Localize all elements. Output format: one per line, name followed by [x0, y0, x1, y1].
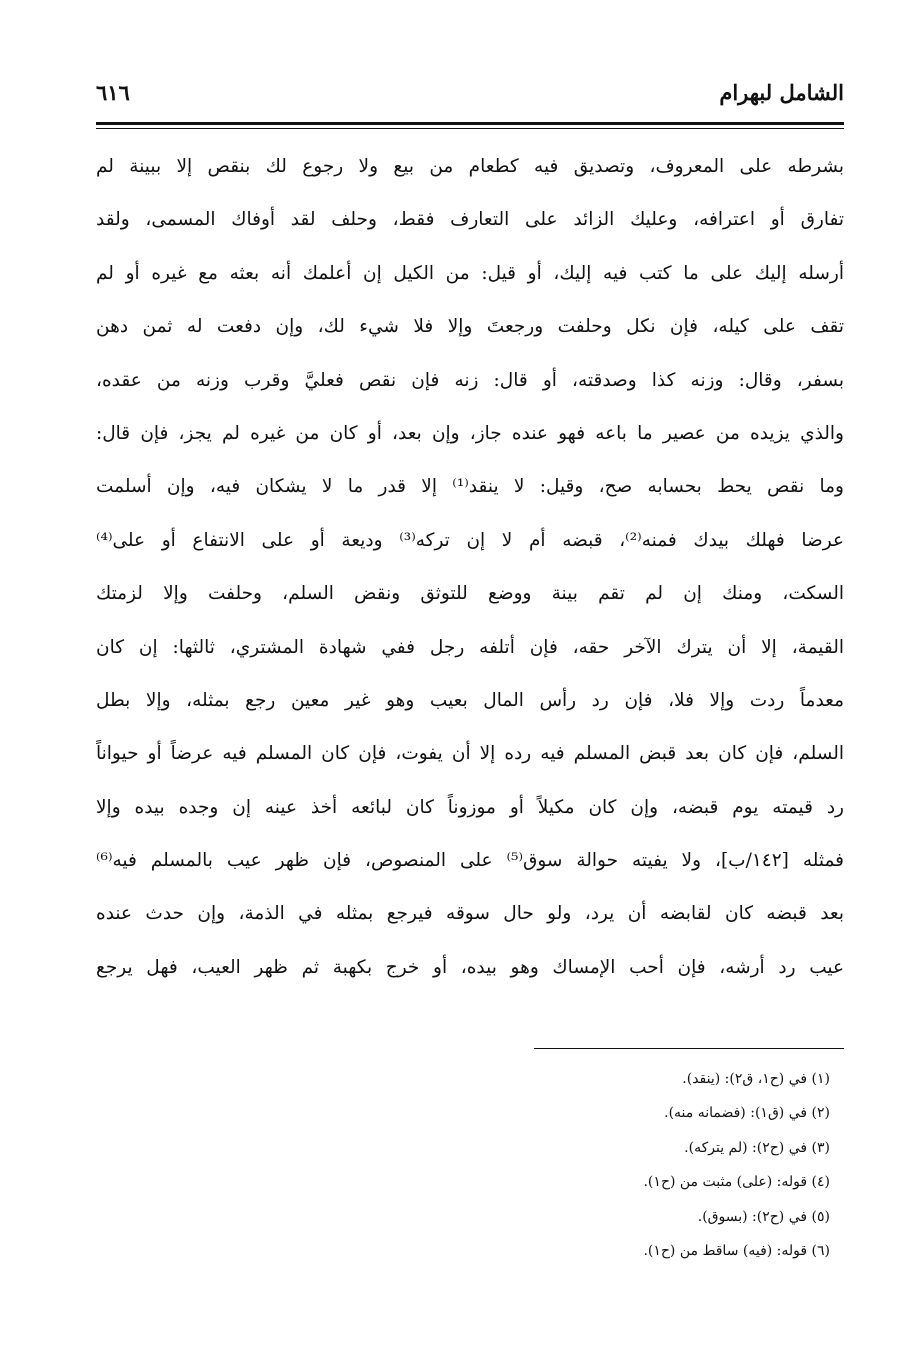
footnote: (٢) في (ق١): (فضمانه منه). [664, 1105, 830, 1122]
text-line: معدماً ردت وإلا فلا، فإن رد رأس المال بعيب وهو غير معين رجع بمثله، وإلا بطل [96, 689, 844, 711]
text-line: بسفر، وقال: وزنه كذا وصدقته، أو قال: زنه فإن نقص فعليَّ وقرب وزنه من عقده، [96, 369, 844, 391]
text-line: رد قيمته يوم قبضه، وإن كان مكيلاً أو موزوناً كان لبائعه أخذ عينه إن وجده بيده وإلا [96, 796, 844, 818]
text-line: وما نقص يحط بحسابه صح، وقيل: لا ينقد⁽¹⁾ إلا قدر ما لا يشكان فيه، وإن أسلمت [96, 476, 844, 498]
text-line: أرسله إليك على ما كتب فيه إليك، أو قيل: من الكيل إن أعلمك أنه بعثه مع غيره أو لم [96, 262, 844, 284]
text-line: عرضا فهلك بيدك فمنه⁽²⁾، قبضه أم لا إن تركه⁽³⁾ وديعة أو على الانتفاع أو على⁽⁴⁾ [96, 529, 844, 551]
text-line: بعد قبضه كان لقابضه أن يرد، ولو حال سوقه فيرجع بمثله في الذمة، وإن حدث عنده [96, 903, 844, 925]
footnote-separator [534, 1048, 844, 1049]
text-line: تفارق أو اعترافه، وعليك الزائد على التعارف فقط، وحلف لقد أوفاك المسمى، ولقد [96, 209, 844, 231]
header-rule-thick [96, 122, 844, 125]
text-line: فمثله [١٤٢/ب]، ولا يفيته حوالة سوق⁽⁵⁾ على المنصوص، فإن ظهر عيب بالمسلم فيه⁽⁶⁾ [96, 850, 844, 872]
text-line: بشرطه على المعروف، وتصديق فيه كطعام من بيع ولا رجوع لك بنقص إلا ببينة لم [96, 156, 844, 177]
page-number: ٦١٦ [96, 80, 130, 105]
text-line: القيمة، إلا أن يترك الآخر حقه، فإن أتلفه رجل ففي شهادة المشتري، ثالثها: إن كان [96, 636, 844, 658]
text-line: تقف على كيله، فإن نكل وحلفت ورجعتَ وإلا فلا شيء لك، وإن دفعت له ثمن دهن [96, 316, 844, 338]
footnote: (٦) قوله: (فيه) ساقط من (ح١). [643, 1242, 830, 1259]
header-rule-thin [96, 128, 844, 129]
text-line: عيب رد أرشه، فإن أحب الإمساك وهو بيده، أو خرج بكهبة ثم ظهر العيب، فهل يرجع [96, 956, 844, 978]
page-header [96, 74, 844, 114]
text-line: السلم، فإن كان بعد قبض المسلم فيه رده إلا أن يفوت، فإن كان المسلم فيه عرضاً أو حيواناً [96, 743, 844, 765]
footnote: (١) في (ح١، ق٢): (ينقد). [682, 1071, 830, 1087]
running-title: الشامل لبهرام [719, 80, 844, 105]
footnote: (٥) في (ح٢): (بسوق). [697, 1208, 830, 1225]
footnote: (٤) قوله: (على) مثبت من (ح١). [643, 1174, 830, 1191]
footnote: (٣) في (ح٢): (لم يتركه). [684, 1139, 830, 1156]
text-line: السكت، ومنك إن لم تقم بينة ووضع للتوثق ونقض السلم، وحلفت وإلا لزمتك [96, 583, 844, 605]
text-line: والذي يزيده من عصير ما باعه فهو عنده جاز، وإن بعد، أو كان من غيره لم يجز، فإن قال: [96, 422, 844, 444]
main-text [96, 140, 844, 994]
footnotes [96, 1062, 830, 1268]
